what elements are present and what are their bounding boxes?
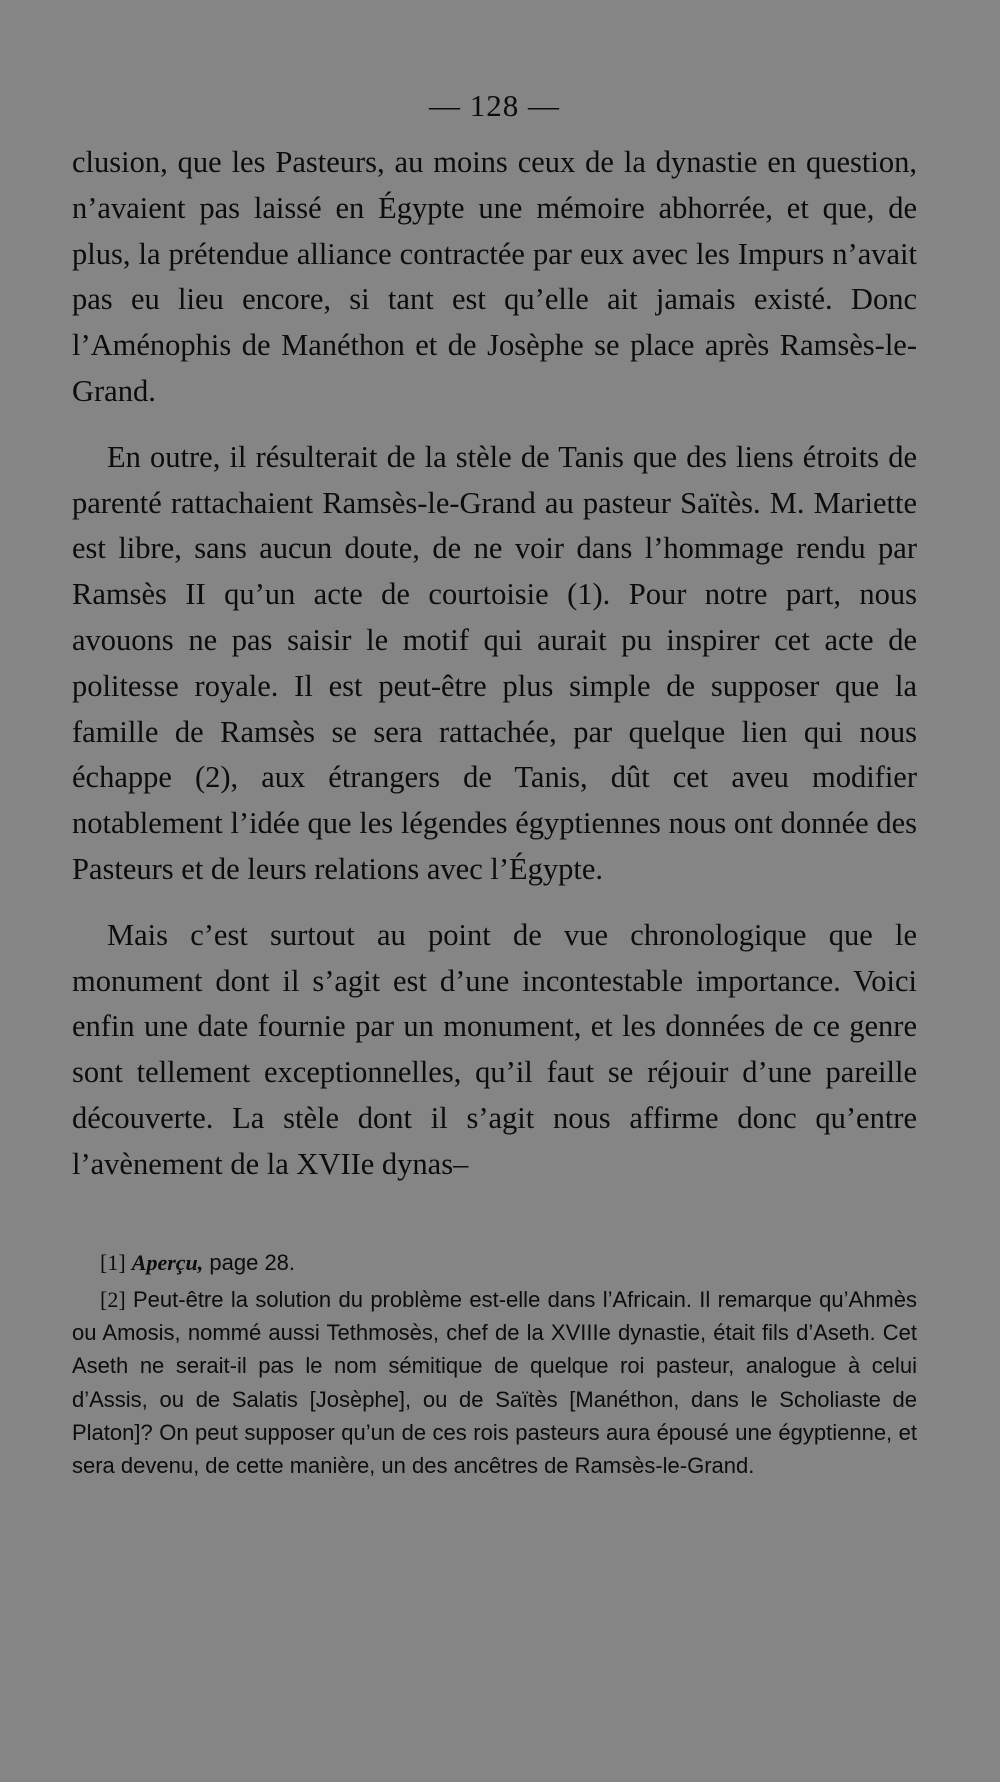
paragraph-2: En outre, il résulterait de la stèle de Tanis que des liens étroits de parenté rattachaient Ramsès-le-Grand au pasteur Saïtès. M. Mariette est libre, sans aucun doute, de ne voir dans l’hommage rendu par Ramsès II qu’un acte de courtoisie (1). Pour notre part, nous avouons ne pas saisir le motif qui aurait pu inspirer cet acte de politesse royale. Il est peut-être plus simple de supposer que la famille de Ramsès se sera rattachée, par quelque lien qui nous échappe (2), aux étrangers de Tanis, dût cet aveu modifier notablement l’idée que les légendes égyptiennes nous ont donnée des Pasteurs et de leurs relations avec l’Égypte. [72, 439, 917, 886]
footnote-2 [72, 1283, 917, 1483]
footnote-1 [72, 1246, 917, 1279]
body-text [72, 140, 917, 1188]
footnote-1-text: page 28. [203, 1249, 296, 1275]
footnote-1-mark: [1] [100, 1249, 126, 1275]
paragraph-3: Mais c’est surtout au point de vue chronologique que le monument dont il s’agit est d’une incontestable importance. Voici enfin une date fournie par un monument, et les données de ce genre sont tellement exceptionnelles, qu’il faut se réjouir d’une pareille découverte. La stèle dont il s’agit nous affirme donc qu’entre l’avènement de la XVIIe dynas– [72, 917, 917, 1181]
footnotes [72, 1246, 917, 1483]
footnote-2-mark: [2] [100, 1286, 126, 1312]
page-number: — 128 — [429, 88, 560, 123]
paragraph-1: clusion, que les Pasteurs, au moins ceux de la dynastie en question, n’avaient pas laissé en Égypte une mémoire abhorrée, et que, de plus, la prétendue alliance contractée par eux avec les Impurs n’avait pas eu lieu encore, si tant est qu’elle ait jamais existé. Donc l’Aménophis de Manéthon et de Josèphe se place après Ramsès-le-Grand. [72, 145, 917, 408]
footnote-2-text: Peut-être la solution du problème est-elle dans l’Africain. Il remarque qu’Ahmès ou Amosis, nommé aussi Tethmosès, chef de la XVIIIe dynastie, était fils d’Aseth. Cet Aseth ne serait-il pas le nom sémitique de quelque roi pasteur, analogue à celui d’Assis, ou de Salatis [Josèphe], ou de Saïtès [Manéthon, dans le Scholiaste de Platon]? On peut supposer qu’un de ces rois pasteurs aura épousé une égyptienne, et sera devenu, de cette manière, un des ancêtres de Ramsès-le-Grand. [72, 1286, 917, 1479]
footnote-1-italic: Aperçu, [131, 1249, 204, 1275]
book-page [72, 86, 917, 1483]
